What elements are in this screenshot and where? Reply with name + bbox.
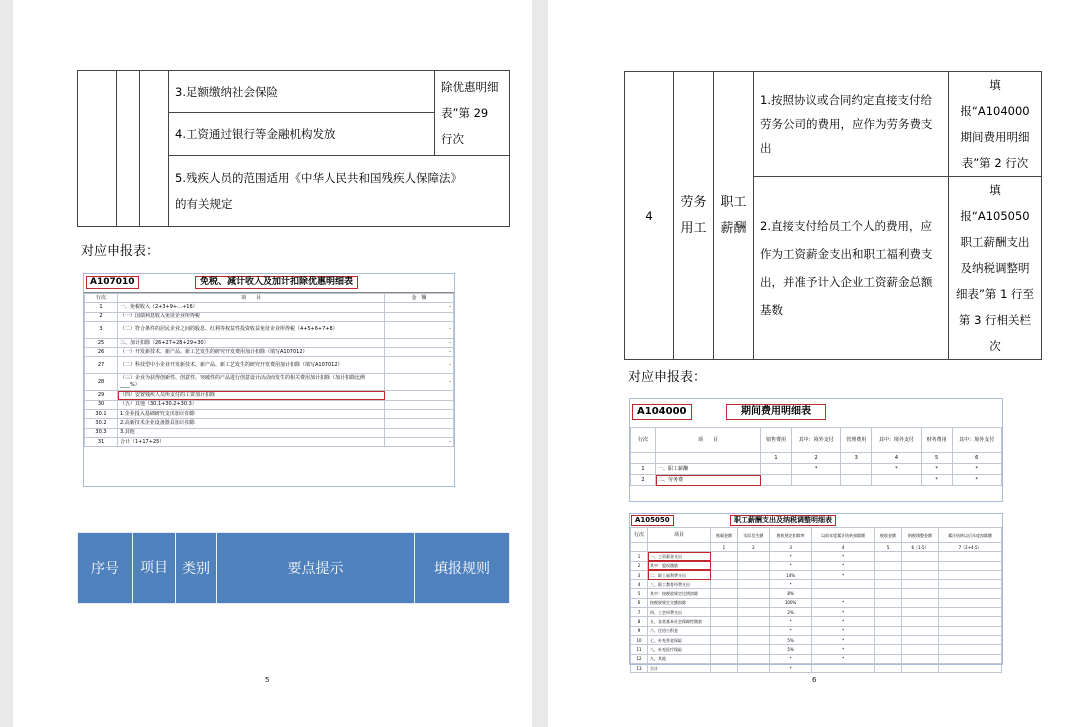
row-value bbox=[711, 552, 738, 561]
form-row bbox=[631, 552, 1002, 561]
col-number: 4 bbox=[812, 543, 875, 552]
col-head: 税收金额 bbox=[875, 528, 902, 543]
document-page-5 bbox=[13, 0, 532, 727]
col-number: 3 bbox=[769, 543, 811, 552]
row-item: 九、其他 bbox=[648, 654, 711, 663]
row-amount: - bbox=[385, 437, 454, 446]
col-head: 累计结转以后年度扣除额 bbox=[939, 528, 1002, 543]
row-amount: - bbox=[385, 338, 454, 347]
row-value: * bbox=[921, 475, 952, 486]
seq-cell: 4 bbox=[625, 72, 674, 360]
row-item: 四、工会经费支出 bbox=[648, 608, 711, 617]
section-header-table bbox=[77, 532, 510, 604]
blank-cell bbox=[648, 543, 711, 552]
row-value bbox=[939, 598, 1002, 607]
form-row bbox=[85, 391, 454, 400]
row-value bbox=[737, 552, 769, 561]
tip-cell bbox=[754, 72, 949, 177]
row-item: 六、住房公积金 bbox=[648, 626, 711, 635]
row-number: 30.3 bbox=[85, 428, 118, 437]
row-value bbox=[812, 589, 875, 598]
row-value bbox=[939, 626, 1002, 635]
col-head-row: 行次 bbox=[631, 428, 656, 453]
row-value: * bbox=[812, 598, 875, 607]
row-value bbox=[939, 663, 1002, 672]
row-amount bbox=[385, 391, 454, 400]
labor-table bbox=[624, 71, 1042, 360]
header-seq: 序号 bbox=[78, 533, 133, 604]
row-number: 28 bbox=[85, 374, 118, 391]
row-value bbox=[791, 475, 840, 486]
row-value bbox=[737, 580, 769, 589]
form-row bbox=[631, 464, 1002, 475]
row-value bbox=[711, 570, 738, 579]
row-item: 3.其他 bbox=[118, 428, 385, 437]
row-amount bbox=[385, 428, 454, 437]
col-number: 2 bbox=[737, 543, 769, 552]
row-value: * bbox=[769, 580, 811, 589]
row-value bbox=[901, 654, 938, 663]
col-head-item: 项 目 bbox=[656, 428, 761, 453]
row-number: 1 bbox=[85, 303, 118, 312]
row-value bbox=[875, 589, 902, 598]
row-value: * bbox=[769, 552, 811, 561]
col-number: 1 bbox=[711, 543, 738, 552]
row-value bbox=[875, 561, 902, 570]
row-value: * bbox=[769, 617, 811, 626]
form1-code: A104000 bbox=[632, 404, 692, 420]
row-value: * bbox=[769, 626, 811, 635]
row-value bbox=[761, 464, 792, 475]
row-number: 7 bbox=[631, 608, 648, 617]
form2-code: A105050 bbox=[631, 515, 674, 526]
form-row bbox=[631, 589, 1002, 598]
row-value: 100% bbox=[769, 598, 811, 607]
row-value bbox=[875, 654, 902, 663]
form-row bbox=[85, 437, 454, 446]
row-value bbox=[737, 645, 769, 654]
col-head: 以前年度累计结转扣除额 bbox=[812, 528, 875, 543]
form-row bbox=[631, 645, 1002, 654]
row-item: 合计（1+17+25） bbox=[118, 437, 385, 446]
row-number: 2 bbox=[631, 561, 648, 570]
row-value bbox=[812, 580, 875, 589]
tip-text-4: 4.工资通过银行等金融机构发放 bbox=[175, 126, 336, 141]
tip-cell bbox=[169, 71, 435, 113]
row-value bbox=[901, 617, 938, 626]
col-head: 其中：境外支付 bbox=[791, 428, 840, 453]
row-value: * bbox=[812, 626, 875, 635]
form-row bbox=[631, 561, 1002, 570]
row-amount: - bbox=[385, 348, 454, 357]
row-value bbox=[737, 626, 769, 635]
row-value: * bbox=[769, 561, 811, 570]
form-row bbox=[631, 608, 1002, 617]
row-amount: - bbox=[385, 321, 454, 338]
blank-cell bbox=[656, 453, 761, 464]
row-value: * bbox=[921, 464, 952, 475]
row-number: 30 bbox=[85, 400, 118, 409]
form-row bbox=[631, 475, 1002, 486]
row-value bbox=[901, 635, 938, 644]
row-value: * bbox=[812, 635, 875, 644]
form-row bbox=[631, 570, 1002, 579]
form-row bbox=[85, 428, 454, 437]
form-row bbox=[631, 663, 1002, 672]
row-item: 一、免税收入（2+3+9+…+16） bbox=[118, 303, 385, 312]
row-value bbox=[737, 617, 769, 626]
item-cell bbox=[117, 71, 140, 227]
row-number: 5 bbox=[631, 589, 648, 598]
row-value bbox=[711, 663, 738, 672]
row-value bbox=[939, 561, 1002, 570]
row-value bbox=[711, 635, 738, 644]
col-number: 3 bbox=[841, 453, 872, 464]
row-item: 七、补充养老保险 bbox=[648, 635, 711, 644]
rule-cell bbox=[949, 177, 1042, 360]
col-number: 5 bbox=[875, 543, 902, 552]
row-value: 5% bbox=[769, 635, 811, 644]
row-value bbox=[841, 475, 872, 486]
form-a107010-table bbox=[84, 293, 454, 447]
row-value: * bbox=[812, 645, 875, 654]
col-number: 5 bbox=[921, 453, 952, 464]
row-value bbox=[711, 654, 738, 663]
row-item: （五）其他（30.1+30.2+30.3） bbox=[118, 400, 385, 409]
row-value bbox=[737, 561, 769, 570]
col-head: 账载金额 bbox=[711, 528, 738, 543]
row-number: 12 bbox=[631, 654, 648, 663]
row-value bbox=[901, 645, 938, 654]
row-item: 三、加计扣除（26+27+28+29+30） bbox=[118, 338, 385, 347]
row-value bbox=[872, 475, 921, 486]
row-value bbox=[841, 464, 872, 475]
col-head: 实际发生额 bbox=[737, 528, 769, 543]
row-value bbox=[939, 654, 1002, 663]
row-amount bbox=[385, 419, 454, 428]
row-item: 八、补充医疗保险 bbox=[648, 645, 711, 654]
row-item: （一）开发新技术、新产品、新工艺发生的研究开发费用加计扣除（填写A107012） bbox=[118, 348, 385, 357]
form1-head bbox=[631, 428, 1002, 453]
row-number: 30.1 bbox=[85, 410, 118, 419]
row-amount: - bbox=[385, 303, 454, 312]
rule-cell bbox=[435, 71, 510, 156]
header-category: 类别 bbox=[176, 533, 217, 604]
row-value bbox=[901, 626, 938, 635]
form-a105050-image bbox=[629, 513, 1003, 671]
row-value: 8% bbox=[769, 589, 811, 598]
rule-text-2: 填报“A105050 职工薪酬支出及纳税调整明细表”第 1 行至第 3 行相关栏次 bbox=[955, 183, 1035, 353]
form-row bbox=[85, 400, 454, 409]
row-value bbox=[939, 645, 1002, 654]
form-row bbox=[85, 338, 454, 347]
col-number: 6（1-5） bbox=[901, 543, 938, 552]
document-page-6 bbox=[548, 0, 1080, 727]
row-value bbox=[939, 608, 1002, 617]
report-label: 对应申报表： bbox=[81, 244, 160, 259]
row-value bbox=[901, 570, 938, 579]
page-number: 6 bbox=[812, 676, 817, 684]
form-row bbox=[631, 654, 1002, 663]
row-value bbox=[939, 552, 1002, 561]
row-number: 26 bbox=[85, 348, 118, 357]
row-value bbox=[901, 598, 938, 607]
row-value: * bbox=[791, 464, 840, 475]
form-row bbox=[631, 598, 1002, 607]
row-value bbox=[875, 598, 902, 607]
form-row bbox=[85, 419, 454, 428]
header-rule: 填报规则 bbox=[415, 533, 510, 604]
form-row bbox=[631, 580, 1002, 589]
row-number: 4 bbox=[631, 580, 648, 589]
row-value bbox=[901, 580, 938, 589]
row-value: * bbox=[812, 617, 875, 626]
row-value bbox=[901, 608, 938, 617]
row-amount: - bbox=[385, 357, 454, 374]
row-value bbox=[875, 645, 902, 654]
row-value: * bbox=[812, 561, 875, 570]
row-number: 3 bbox=[631, 570, 648, 579]
row-value bbox=[737, 635, 769, 644]
form-a104000-table bbox=[630, 427, 1002, 486]
row-value bbox=[875, 608, 902, 617]
row-value bbox=[737, 608, 769, 617]
row-value: * bbox=[952, 464, 1001, 475]
row-value bbox=[901, 561, 938, 570]
col-head: 管理费用 bbox=[841, 428, 872, 453]
row-amount bbox=[385, 400, 454, 409]
col-head-amount: 金 额 bbox=[385, 294, 454, 303]
row-value bbox=[875, 626, 902, 635]
row-value bbox=[761, 475, 792, 486]
form-row bbox=[85, 348, 454, 357]
row-number: 11 bbox=[631, 645, 648, 654]
row-value: 14% bbox=[769, 570, 811, 579]
row-item: 二、劳务费 bbox=[656, 475, 761, 486]
row-item: （四）安置残疾人员所支付的工资加计扣除 bbox=[118, 391, 385, 400]
row-value bbox=[711, 608, 738, 617]
row-value: * bbox=[812, 552, 875, 561]
tip-cell bbox=[754, 177, 949, 360]
row-value bbox=[875, 635, 902, 644]
row-item: 二、职工福利费支出 bbox=[648, 570, 711, 579]
category-cell: 职工薪酬 bbox=[714, 72, 754, 360]
tip-cell bbox=[169, 113, 435, 155]
col-head: 其中：境外支付 bbox=[952, 428, 1001, 453]
rule-text: 除优惠明细表”第 29 行次 bbox=[441, 79, 499, 146]
row-value bbox=[737, 570, 769, 579]
tip-cell bbox=[169, 155, 510, 226]
tip-text-1: 1.按照协议或合同约定直接支付给劳务公司的费用，应作为劳务费支出 bbox=[760, 93, 933, 155]
row-value: * bbox=[769, 654, 811, 663]
col-head: 销售费用 bbox=[761, 428, 792, 453]
row-item: （二）符合条件的居民企业之间的股息、红利等权益性投资收益免征企业所得税（4+5+6+7+8） bbox=[118, 321, 385, 338]
row-item: 一、职工薪酬 bbox=[656, 464, 761, 475]
seq-cell bbox=[78, 71, 117, 227]
blank-cell bbox=[631, 453, 656, 464]
row-item: （一）国债利息收入免征企业所得税 bbox=[118, 312, 385, 321]
row-value bbox=[875, 617, 902, 626]
tip-text-5: 5.残疾人员的范围适用《中华人民共和国残疾人保障法》的有关规定 bbox=[175, 170, 462, 211]
row-value: * bbox=[812, 654, 875, 663]
row-value: * bbox=[952, 475, 1001, 486]
row-value bbox=[711, 617, 738, 626]
form1-title: 期间费用明细表 bbox=[726, 404, 826, 420]
row-value: * bbox=[872, 464, 921, 475]
report-label: 对应申报表： bbox=[628, 370, 707, 385]
col-head-item: 项目 bbox=[648, 528, 711, 543]
row-item: （三）企业为获得创新性、创意性、突破性的产品进行创意设计活动而发生的相关费用加计扣除（加计扣除比例____%） bbox=[118, 374, 385, 391]
row-item: 其中：按税收规定比例扣除 bbox=[648, 589, 711, 598]
form-title: 免税、减计收入及加计扣除优惠明细表 bbox=[195, 276, 358, 289]
col-number: 7（2+4-5） bbox=[939, 543, 1002, 552]
category-cell bbox=[140, 71, 169, 227]
tip-text-3: 3.足额缴纳社会保险 bbox=[175, 84, 278, 99]
form-row bbox=[631, 635, 1002, 644]
form1-col-numbers bbox=[631, 453, 1002, 464]
row-value bbox=[875, 580, 902, 589]
row-value bbox=[939, 580, 1002, 589]
row-value bbox=[939, 589, 1002, 598]
form-row bbox=[85, 312, 454, 321]
row-value bbox=[711, 561, 738, 570]
col-head: 财务费用 bbox=[921, 428, 952, 453]
form-row bbox=[85, 321, 454, 338]
row-value bbox=[812, 663, 875, 672]
col-number: 6 bbox=[952, 453, 1001, 464]
rule-text-1: 填报“A104000期间费用明细表”第 2 行次 bbox=[960, 78, 1030, 170]
row-value bbox=[711, 598, 738, 607]
form-row bbox=[85, 374, 454, 391]
row-value bbox=[737, 663, 769, 672]
row-number: 1 bbox=[631, 552, 648, 561]
row-value bbox=[711, 580, 738, 589]
row-number: 2 bbox=[85, 312, 118, 321]
row-value bbox=[737, 598, 769, 607]
row-number: 25 bbox=[85, 338, 118, 347]
form-code: A107010 bbox=[86, 276, 139, 289]
row-value: * bbox=[812, 570, 875, 579]
row-value: 5% bbox=[769, 645, 811, 654]
row-item: 合计 bbox=[648, 663, 711, 672]
col-head: 税收规定扣除率 bbox=[769, 528, 811, 543]
row-value bbox=[901, 552, 938, 561]
row-item: 三、职工教育经费支出 bbox=[648, 580, 711, 589]
header-item: 项目 bbox=[133, 533, 176, 604]
form2-col-numbers bbox=[631, 543, 1002, 552]
col-head: 纳税调整金额 bbox=[901, 528, 938, 543]
form-row bbox=[85, 410, 454, 419]
rule-cell bbox=[949, 72, 1042, 177]
page-number: 5 bbox=[265, 676, 270, 684]
row-value bbox=[737, 654, 769, 663]
row-value bbox=[711, 589, 738, 598]
col-number: 4 bbox=[872, 453, 921, 464]
row-number: 30.2 bbox=[85, 419, 118, 428]
header-tips: 要点提示 bbox=[217, 533, 415, 604]
form2-head bbox=[631, 528, 1002, 543]
col-head-row: 行次 bbox=[631, 528, 648, 543]
row-number: 3 bbox=[85, 321, 118, 338]
row-number: 13 bbox=[631, 663, 648, 672]
row-item: 一、工资薪金支出 bbox=[648, 552, 711, 561]
row-value bbox=[901, 589, 938, 598]
row-number: 9 bbox=[631, 626, 648, 635]
row-value bbox=[875, 570, 902, 579]
row-value bbox=[901, 663, 938, 672]
row-number: 1 bbox=[631, 464, 656, 475]
row-item: 其中：股权激励 bbox=[648, 561, 711, 570]
policy-table-continued bbox=[77, 70, 510, 227]
row-value bbox=[939, 617, 1002, 626]
row-amount bbox=[385, 410, 454, 419]
col-head: 其中：境外支付 bbox=[872, 428, 921, 453]
col-number: 2 bbox=[791, 453, 840, 464]
form-row bbox=[85, 303, 454, 312]
row-item: 按税收规定全额扣除 bbox=[648, 598, 711, 607]
form2-title: 职工薪酬支出及纳税调整明细表 bbox=[730, 515, 836, 526]
form-a104000-image bbox=[629, 398, 1003, 502]
row-amount: - bbox=[385, 374, 454, 391]
row-item: 五、各类基本社会保障性缴款 bbox=[648, 617, 711, 626]
row-number: 10 bbox=[631, 635, 648, 644]
row-item: （二）科技型中小企业开发新技术、新产品、新工艺发生的研究开发费用加计扣除（填写A107012） bbox=[118, 357, 385, 374]
row-value: * bbox=[769, 663, 811, 672]
form-a105050-table bbox=[630, 527, 1002, 673]
row-value bbox=[711, 626, 738, 635]
row-value bbox=[875, 663, 902, 672]
tip-text-2: 2.直接支付给员工个人的费用，应作为工资薪金支出和职工福利费支出，并准予计入企业工资薪金总额基数 bbox=[760, 219, 933, 317]
item-cell: 劳务用工 bbox=[674, 72, 714, 360]
row-value bbox=[711, 645, 738, 654]
row-value bbox=[875, 552, 902, 561]
row-amount bbox=[385, 312, 454, 321]
row-number: 27 bbox=[85, 357, 118, 374]
form-a107010-image bbox=[83, 273, 455, 487]
row-item: 2.高新技术企业设备器具加计扣除 bbox=[118, 419, 385, 428]
row-value bbox=[939, 570, 1002, 579]
row-number: 29 bbox=[85, 391, 118, 400]
form-row bbox=[631, 617, 1002, 626]
row-number: 2 bbox=[631, 475, 656, 486]
row-value bbox=[939, 635, 1002, 644]
row-number: 8 bbox=[631, 617, 648, 626]
row-number: 6 bbox=[631, 598, 648, 607]
row-value: * bbox=[812, 608, 875, 617]
col-head-row: 行次 bbox=[85, 294, 118, 303]
row-value bbox=[737, 589, 769, 598]
blank-cell bbox=[631, 543, 648, 552]
form-row bbox=[631, 626, 1002, 635]
form-row bbox=[85, 357, 454, 374]
row-number: 31 bbox=[85, 437, 118, 446]
col-head-item: 项 目 bbox=[118, 294, 385, 303]
row-value: 2% bbox=[769, 608, 811, 617]
row-item: 1.企业投入基础研究支出加计扣除 bbox=[118, 410, 385, 419]
col-number: 1 bbox=[761, 453, 792, 464]
